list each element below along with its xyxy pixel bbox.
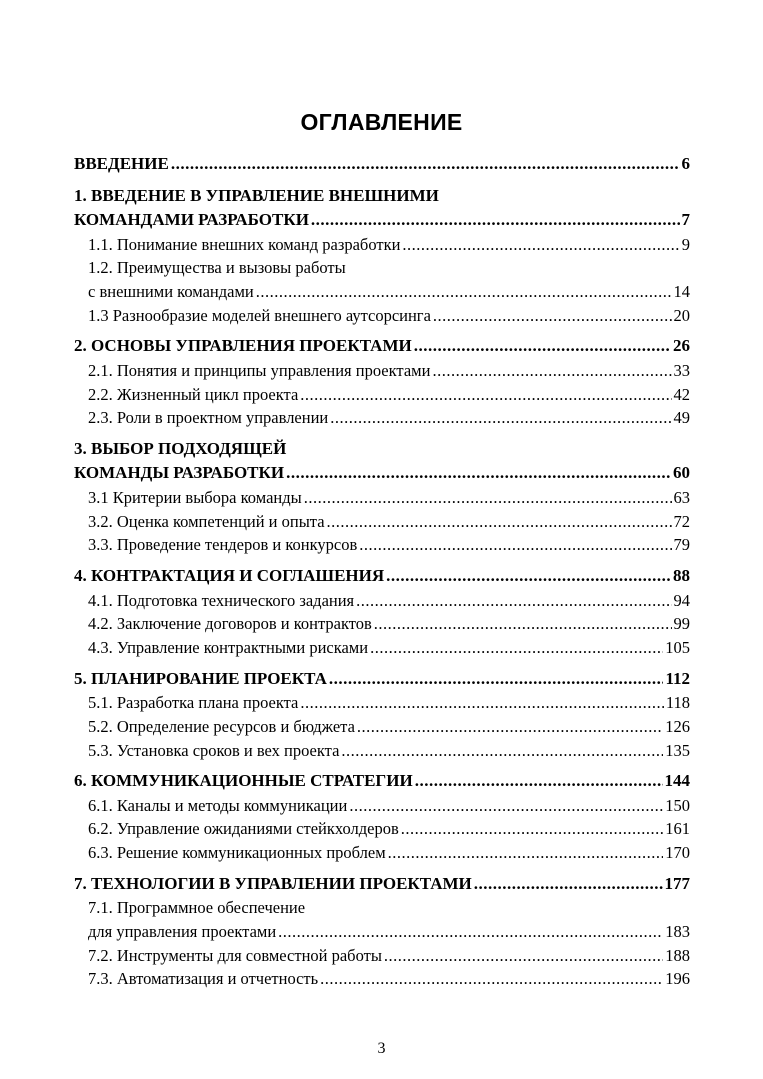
toc-section-page: 14 [673, 281, 690, 301]
toc-chapter-line [74, 564, 690, 589]
toc-section-line [88, 233, 690, 257]
toc-section-text: 5.3. Установка сроков и вех проекта [88, 740, 340, 760]
toc-chapter-line [74, 437, 690, 462]
toc-section-page: 150 [665, 795, 690, 815]
toc-section-text: 4.2. Заключение договоров и контрактов [88, 614, 372, 634]
toc-section-line [88, 304, 690, 328]
dot-leader [330, 406, 671, 430]
toc-chapter-text: КОМАНДЫ РАЗРАБОТКИ [74, 463, 285, 483]
toc-section-text: 3.2. Оценка компетенций и опыта [88, 511, 325, 531]
toc-section-page: 94 [673, 590, 690, 610]
toc-section-line [88, 612, 690, 636]
toc-section-line [88, 406, 690, 430]
dot-leader [171, 152, 680, 177]
toc-chapter-text: 3. ВЫБОР ПОДХОДЯЩЕЙ [74, 438, 287, 458]
dot-leader [329, 667, 664, 692]
dot-leader [386, 564, 671, 589]
toc-section-line [88, 944, 690, 968]
toc-section-page: 105 [665, 637, 690, 657]
toc-section-page: 63 [673, 487, 690, 507]
dot-leader [384, 944, 663, 968]
toc-section-page: 79 [673, 535, 690, 555]
dot-leader [432, 359, 671, 383]
toc-section[interactable] [74, 533, 690, 557]
toc-section-text: 6.3. Решение коммуникационных проблем [88, 843, 386, 863]
toc-section-line [88, 739, 690, 763]
dot-leader [388, 841, 664, 865]
toc-chapter-page: 112 [665, 668, 690, 688]
toc-chapter-line [74, 667, 690, 692]
toc-section-line [88, 280, 690, 304]
toc-section[interactable] [74, 896, 690, 943]
toc-chapter-text: 4. КОНТРАКТАЦИЯ И СОГЛАШЕНИЯ [74, 566, 385, 586]
toc-section-line [88, 896, 690, 920]
toc-section[interactable] [74, 486, 690, 510]
toc-section[interactable] [74, 794, 690, 818]
toc-chapter[interactable] [74, 184, 690, 233]
toc-chapter-line [74, 152, 690, 177]
toc-section-page: 9 [681, 234, 690, 254]
toc-chapter[interactable] [74, 769, 690, 794]
toc-chapter-text: 7. ТЕХНОЛОГИИ В УПРАВЛЕНИИ ПРОЕКТАМИ [74, 873, 472, 893]
toc-chapter-text: 6. КОММУНИКАЦИОННЫЕ СТРАТЕГИИ [74, 771, 413, 791]
toc-chapter-text: КОМАНДАМИ РАЗРАБОТКИ [74, 210, 309, 229]
toc-section-page: 170 [665, 843, 690, 863]
toc-section-text: 6.2. Управление ожиданиями стейкхолдеров [88, 819, 399, 839]
dot-leader [401, 817, 663, 841]
toc-chapter-page: 144 [664, 771, 690, 791]
toc-section-line [88, 256, 690, 280]
toc-section-text: 5.1. Разработка плана проекта [88, 693, 299, 713]
dot-leader [357, 715, 663, 739]
toc-section-text: 5.2. Определение ресурсов и бюджета [88, 716, 355, 736]
toc-section[interactable] [74, 383, 690, 407]
toc-chapter[interactable] [74, 667, 690, 692]
toc-chapter-page: 88 [673, 566, 690, 586]
toc-section-page: 135 [665, 740, 690, 760]
toc-section[interactable] [74, 406, 690, 430]
dot-leader [320, 967, 663, 991]
dot-leader [341, 739, 663, 763]
toc-section[interactable] [74, 691, 690, 715]
dot-leader [414, 334, 671, 359]
dot-leader [415, 769, 663, 794]
toc-section-text: с внешними командами [88, 281, 254, 301]
toc-chapter-page: 7 [681, 210, 690, 229]
toc-section-page: 161 [665, 819, 690, 839]
toc-section-text: 1.1. Понимание внешних команд разработки [88, 234, 401, 254]
toc-chapter-line [74, 461, 690, 486]
dot-leader [474, 872, 663, 897]
toc-section[interactable] [74, 304, 690, 328]
toc-section[interactable] [74, 256, 690, 303]
toc-chapter-page: 6 [681, 154, 690, 173]
toc-section[interactable] [74, 233, 690, 257]
toc-chapter-text: 1. ВВЕДЕНИЕ В УПРАВЛЕНИЕ ВНЕШНИМИ [74, 185, 439, 205]
toc-section-text: 7.2. Инструменты для совместной работы [88, 945, 382, 965]
toc-section[interactable] [74, 612, 690, 636]
toc-chapter-line [74, 334, 690, 359]
toc-section-line [88, 794, 690, 818]
toc-section-text: 1.2. Преимущества и вызовы работы [88, 258, 346, 278]
toc-section-line [88, 691, 690, 715]
toc-section-text: 4.1. Подготовка технического задания [88, 590, 355, 610]
toc-chapter-line [74, 184, 690, 209]
toc-section[interactable] [74, 967, 690, 991]
toc-section-line [88, 486, 690, 510]
toc-section-line [88, 589, 690, 613]
toc-section-line [88, 920, 690, 944]
toc-section-page: 196 [665, 969, 690, 989]
dot-leader [256, 280, 672, 304]
toc-section-text: 2.3. Роли в проектном управлении [88, 408, 329, 428]
toc-chapter[interactable] [74, 872, 690, 897]
dot-leader [356, 589, 671, 613]
toc-section-page: 42 [673, 384, 690, 404]
dot-leader [300, 691, 663, 715]
toc-section-page: 72 [673, 511, 690, 531]
toc-chapter-text: ВВЕДЕНИЕ [74, 154, 169, 173]
page-number: 3 [377, 1040, 386, 1057]
toc-section-page: 49 [673, 408, 690, 428]
dot-leader [374, 612, 672, 636]
toc-section-line [88, 510, 690, 534]
dot-leader [359, 533, 671, 557]
toc-section[interactable] [74, 589, 690, 613]
toc-section[interactable] [74, 510, 690, 534]
toc-section-page: 33 [673, 360, 690, 380]
toc-section-text: 4.3. Управление контрактными рисками [88, 637, 369, 657]
toc-chapter-page: 60 [673, 463, 690, 483]
dot-leader [278, 920, 663, 944]
toc-section[interactable] [74, 841, 690, 865]
toc-section[interactable] [74, 359, 690, 383]
dot-leader [327, 510, 672, 534]
dot-leader [370, 636, 663, 660]
toc-section-page: 126 [665, 716, 690, 736]
toc-section[interactable] [74, 715, 690, 739]
toc-chapter-line [74, 872, 690, 897]
toc-section-text: 2.1. Понятия и принципы управления проектами [88, 360, 431, 380]
dot-leader [349, 794, 663, 818]
toc-chapter-page: 177 [664, 873, 690, 893]
toc-section-text: 6.1. Каналы и методы коммуникации [88, 795, 348, 815]
toc-section[interactable] [74, 636, 690, 660]
toc-section-text: 3.3. Проведение тендеров и конкурсов [88, 535, 358, 555]
dot-leader [304, 486, 672, 510]
toc-section-text: 1.3 Разнообразие моделей внешнего аутсорсинга [88, 305, 431, 325]
toc-section-page: 118 [665, 693, 690, 713]
toc-section-line [88, 967, 690, 991]
toc-chapter-text: 2. ОСНОВЫ УПРАВЛЕНИЯ ПРОЕКТАМИ [74, 336, 412, 356]
toc-section-page: 183 [665, 922, 690, 942]
toc-chapter[interactable] [74, 564, 690, 589]
toc-chapter-line [74, 769, 690, 794]
toc-section-line [88, 841, 690, 865]
dot-leader [300, 383, 671, 407]
toc-chapter[interactable] [74, 437, 690, 486]
dot-leader [286, 461, 671, 486]
toc-section-text: 2.2. Жизненный цикл проекта [88, 384, 299, 404]
toc-section-page: 99 [673, 614, 690, 634]
table-of-contents [74, 152, 690, 991]
toc-chapter[interactable] [74, 152, 690, 177]
toc-section-text: 3.1 Критерии выбора команды [88, 487, 302, 507]
toc-section-page: 20 [673, 305, 690, 325]
toc-title: ОГЛАВЛЕНИЕ [300, 109, 463, 135]
dot-leader [433, 304, 672, 328]
dot-leader [402, 233, 679, 257]
toc-section[interactable] [74, 944, 690, 968]
toc-chapter[interactable] [74, 334, 690, 359]
toc-chapter-page: 26 [673, 336, 690, 356]
toc-chapter-line [74, 208, 690, 233]
toc-chapter-text: 5. ПЛАНИРОВАНИЕ ПРОЕКТА [74, 668, 327, 688]
toc-section-text: 7.3. Автоматизация и отчетность [88, 969, 319, 989]
toc-section[interactable] [74, 817, 690, 841]
toc-section-text: 7.1. Программное обеспечение [88, 898, 306, 918]
toc-section-line [88, 533, 690, 557]
toc-section-line [88, 383, 690, 407]
toc-section-page: 188 [665, 945, 690, 965]
toc-section-line [88, 359, 690, 383]
dot-leader [311, 208, 680, 233]
toc-section-line [88, 636, 690, 660]
toc-section-line [88, 715, 690, 739]
toc-section[interactable] [74, 739, 690, 763]
toc-section-line [88, 817, 690, 841]
toc-section-text: для управления проектами [88, 922, 277, 942]
